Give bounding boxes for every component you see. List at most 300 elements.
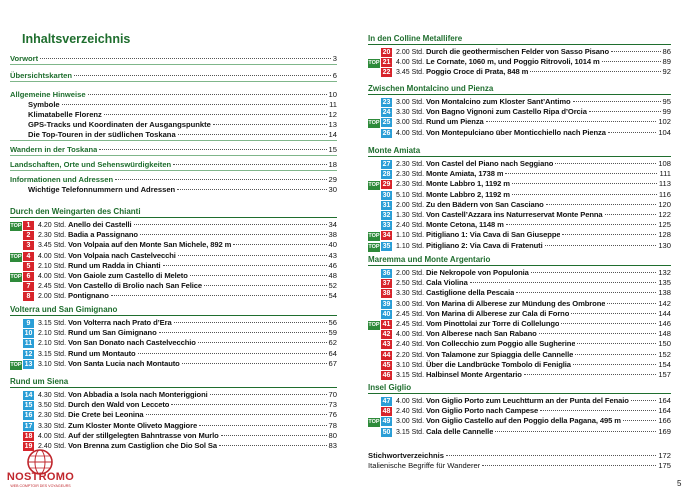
tour-duration: 2.30 Std.	[38, 412, 67, 420]
tour-title: Cala delle Cannelle	[426, 426, 494, 436]
toc-entry[interactable]	[368, 451, 671, 461]
tour-title: Von Giglio Porto zum Leuchtturm an der Punta del Fenaio	[426, 396, 629, 405]
tour-page-number: 86	[662, 47, 671, 56]
tour-entry[interactable]	[368, 309, 671, 319]
tour-title: Monte Cetona, 1148 m	[426, 220, 504, 230]
tour-title: Von Volpaia auf den Monte San Michele, 892 m	[68, 240, 232, 250]
entry-label: Landschaften, Orte und Sehenswürdigkeiten	[10, 160, 172, 169]
tour-entry[interactable]	[368, 220, 671, 230]
entry-page-number: 11	[329, 100, 337, 109]
tour-page-number: 34	[328, 220, 337, 229]
dot-leader	[219, 445, 327, 446]
tour-page-number: 59	[328, 328, 337, 338]
entry-page-number: 29	[328, 175, 337, 184]
tour-title: Vom Pinottolai zur Torre di Collelungo	[426, 319, 560, 328]
tour-number-badge: 41	[382, 321, 391, 328]
section-title: Insel Giglio	[368, 383, 412, 392]
tour-entry[interactable]	[368, 47, 671, 57]
section-title: Durch den Weingarten des Chianti	[10, 207, 141, 216]
section-heading	[368, 145, 671, 156]
tour-entry[interactable]	[10, 251, 337, 261]
tour-entry[interactable]	[10, 421, 337, 431]
entry-page-number: 13	[328, 120, 337, 129]
tour-page-number: 130	[658, 240, 671, 250]
tour-number-badge: 46	[382, 372, 391, 379]
tour-title: Cala Violina	[426, 278, 468, 288]
tour-duration: 2.30 Std.	[396, 181, 425, 189]
tour-duration: 4.00 Std.	[38, 273, 67, 280]
tour-number-badge: 2	[23, 231, 34, 240]
tour-entry[interactable]	[368, 278, 671, 288]
tour-number-badge: 20	[382, 49, 391, 56]
tour-entry[interactable]	[368, 329, 671, 339]
tour-page-number: 122	[658, 210, 671, 219]
entry-label: Symbole	[28, 100, 60, 109]
dot-leader	[177, 189, 326, 190]
dot-leader	[545, 245, 657, 246]
toc-entry[interactable]	[368, 461, 671, 471]
tour-duration: 2.00 Std.	[396, 201, 425, 209]
dot-leader	[134, 224, 327, 225]
tour-number-badge: 33	[382, 222, 391, 230]
tour-entry[interactable]	[10, 281, 337, 291]
tour-entry[interactable]	[10, 240, 337, 250]
tour-title: Auf der stillgelegten Bahntrasse von Murlo	[68, 430, 219, 440]
tour-title: Durch die geothermischen Felder von Sasso Pisano	[426, 47, 609, 56]
tour-page-number: 43	[328, 250, 337, 260]
dot-leader	[539, 333, 657, 334]
entry-page-number: 14	[328, 130, 337, 139]
tour-duration: 2.45 Std.	[396, 321, 425, 328]
tour-title: Rund um San Gimignano	[68, 328, 157, 338]
tour-number-badge: 27	[382, 161, 391, 168]
tour-entry[interactable]	[368, 268, 671, 278]
tour-entry[interactable]	[10, 291, 337, 301]
entry-page-number: 30	[328, 185, 337, 194]
dot-leader	[104, 114, 327, 115]
tour-entry[interactable]	[368, 299, 671, 309]
section-rule	[368, 94, 671, 95]
tour-page-number: 46	[328, 260, 337, 270]
tour-page-number: 40	[328, 240, 337, 250]
dot-leader	[573, 101, 661, 102]
tour-entry[interactable]	[10, 359, 337, 369]
tour-title: Von Collecchio zum Poggio alle Sugherine	[426, 339, 576, 349]
tour-entry[interactable]	[368, 97, 671, 107]
tour-page-number: 73	[328, 400, 337, 410]
tour-page-number: 164	[658, 406, 671, 416]
tour-duration: 3.10 Std.	[396, 361, 425, 369]
tour-number-badge: 15	[24, 402, 33, 410]
tour-duration: 2.10 Std.	[38, 262, 67, 270]
tour-duration: 3.15 Std.	[396, 428, 425, 436]
tour-number-badge: 21	[382, 59, 391, 67]
tour-duration: 2.10 Std.	[38, 340, 67, 348]
tour-page-number: 78	[328, 420, 337, 430]
entry-label: Allgemeine Hinweise	[10, 90, 86, 99]
dot-leader	[40, 58, 331, 59]
tour-number-badge: 47	[382, 398, 391, 405]
top-tour-badge: TOP	[10, 274, 22, 280]
tour-title: Von Giglio Porto nach Campese	[426, 406, 539, 416]
dot-leader	[204, 285, 327, 286]
tour-page-number: 120	[658, 199, 671, 209]
tour-entry[interactable]	[368, 416, 671, 426]
tour-page-number: 146	[658, 319, 671, 328]
tour-entry[interactable]	[10, 390, 337, 400]
tour-entry[interactable]	[368, 396, 671, 406]
tour-duration: 2.00 Std.	[38, 293, 67, 301]
toc-entry[interactable]	[10, 175, 337, 185]
entry-page-number: 172	[658, 451, 671, 460]
logo-tagline: WEB COMPTOIR DES VOYAGEURS	[10, 484, 71, 488]
dot-leader	[623, 420, 656, 421]
tour-page-number: 92	[662, 67, 671, 77]
tour-title: Monte Amiata, 1738 m	[426, 169, 504, 179]
tour-title: Die Crete bei Leonina	[68, 410, 144, 420]
tour-number-badge: 26	[382, 129, 391, 137]
tour-number-badge: 10	[24, 330, 33, 338]
tour-title: Von Brenna zum Castiglion che Dio Sol Sa	[68, 441, 218, 450]
tour-number-badge: 28	[382, 171, 391, 179]
tour-page-number: 169	[658, 426, 671, 436]
toc-subentry[interactable]	[10, 110, 337, 120]
tour-title: Von Castello di Brolio nach San Felice	[68, 281, 203, 291]
entry-label: Stichwortverzeichnis	[368, 451, 444, 460]
tour-duration: 3.45 Std.	[38, 242, 67, 250]
tour-duration: 5.10 Std.	[396, 191, 425, 199]
dot-leader	[524, 374, 656, 375]
tour-page-number: 128	[658, 230, 671, 240]
tour-page-number: 108	[658, 159, 671, 168]
dot-leader	[62, 104, 327, 105]
tour-title: Poggio Croce di Prata, 848 m	[426, 67, 529, 77]
dot-leader	[74, 75, 331, 76]
entry-page-number: 18	[328, 160, 337, 169]
tour-number-badge: 45	[382, 361, 391, 369]
tour-entry[interactable]	[10, 338, 337, 348]
entry-label: Vorwort	[10, 54, 39, 63]
tour-number-badge: 34	[382, 232, 391, 240]
tour-duration: 1.10 Std.	[396, 232, 425, 240]
section-heading	[368, 33, 671, 44]
tour-number-badge: 44	[382, 351, 391, 359]
tour-page-number: 64	[328, 348, 337, 358]
tour-duration: 4.00 Std.	[396, 129, 425, 137]
tour-title: Von Montalcino zum Kloster Sant’Antimo	[426, 97, 571, 106]
tour-number-badge: 1	[23, 221, 34, 230]
toc-subentry[interactable]	[10, 130, 337, 140]
tour-duration: 1.10 Std.	[396, 242, 425, 250]
tour-page-number: 56	[328, 318, 337, 327]
tour-number-badge: 18	[24, 432, 33, 440]
dot-leader	[88, 94, 327, 95]
tour-title: Von Alberese nach San Rabano	[426, 329, 537, 339]
tour-page-number: 67	[328, 358, 337, 368]
dot-leader	[233, 244, 326, 245]
tour-number-badge: 19	[24, 443, 33, 450]
tour-number-badge: 11	[24, 340, 33, 348]
tour-page-number: 135	[658, 278, 671, 288]
dot-leader	[505, 173, 657, 174]
entry-label: Italienische Begriffe für Wanderer	[368, 461, 481, 470]
dot-leader	[146, 414, 327, 415]
dot-leader	[631, 400, 657, 401]
tour-page-number: 157	[658, 370, 671, 379]
tour-duration: 2.40 Std.	[396, 341, 425, 349]
tour-entry[interactable]	[368, 169, 671, 179]
tour-page-number: 89	[662, 57, 671, 67]
tour-number-badge: 6	[23, 272, 34, 281]
section-rule	[10, 387, 337, 388]
tour-title: Pitigliano 2: Via Cava di Fratenuti	[426, 240, 543, 250]
top-tour-badge: TOP	[10, 223, 22, 229]
logo-name: NOSTROMO	[6, 471, 75, 483]
tour-page-number: 104	[658, 127, 671, 137]
tour-number-badge: 17	[24, 422, 33, 430]
entry-label: Übersichtskarten	[10, 71, 73, 80]
tour-entry[interactable]	[368, 241, 671, 251]
dot-leader	[611, 51, 661, 52]
tour-entry[interactable]	[368, 427, 671, 437]
dot-leader	[512, 194, 657, 195]
tour-page-number: 148	[658, 329, 671, 339]
dot-leader	[605, 214, 657, 215]
tour-entry[interactable]	[10, 328, 337, 338]
section-title: Maremma und Monte Argentario	[368, 255, 491, 264]
toc-entry[interactable]	[10, 90, 337, 100]
tour-duration: 3.15 Std.	[38, 320, 67, 327]
dot-leader	[174, 322, 327, 323]
tour-entry[interactable]	[368, 288, 671, 298]
tour-entry[interactable]	[10, 271, 337, 281]
tour-duration: 2.50 Std.	[396, 280, 425, 288]
toc-entry[interactable]	[10, 54, 337, 64]
section-heading	[10, 376, 337, 387]
tour-page-number: 111	[659, 169, 671, 179]
tour-entry[interactable]	[368, 406, 671, 416]
tour-page-number: 80	[328, 430, 337, 440]
top-tour-badge: TOP	[368, 60, 380, 67]
tour-title: Von Giglio Castello auf den Poggio della Pagana, 495 m	[426, 416, 621, 426]
tour-number-badge: 42	[382, 331, 391, 339]
tour-duration: 3.00 Std.	[396, 119, 425, 127]
tour-number-badge: 7	[23, 282, 34, 291]
entry-page-number: 6	[332, 71, 337, 80]
tour-number-badge: 43	[382, 341, 391, 349]
tour-number-badge: 12	[24, 350, 33, 358]
section-rule	[10, 217, 337, 218]
dot-leader	[198, 342, 327, 343]
tour-title: Monte Labbro 1, 1192 m	[426, 179, 510, 189]
dot-leader	[159, 332, 327, 333]
tour-duration: 4.00 Std.	[38, 252, 67, 260]
section-heading	[368, 83, 671, 94]
tour-title: Rund um Montauto	[68, 348, 136, 358]
entry-page-number: 10	[328, 90, 337, 99]
tour-entry[interactable]	[368, 128, 671, 138]
tour-title: Von Bagno Vignoni zum Castello Ripa d’Orcia	[426, 107, 587, 117]
dot-leader	[540, 410, 656, 411]
dot-leader	[163, 265, 327, 266]
tour-page-number: 54	[328, 291, 337, 301]
tour-page-number: 38	[328, 230, 337, 240]
toc-subentry[interactable]	[10, 120, 337, 130]
tour-title: Le Cornate, 1060 m, und Poggio Ritrovoli, 1014 m	[426, 57, 600, 67]
tour-title: Monte Labbro 2, 1192 m	[426, 189, 510, 199]
tour-number-badge: 22	[382, 69, 391, 77]
tour-duration: 2.40 Std.	[396, 408, 425, 416]
tour-number-badge: 9	[23, 319, 34, 328]
entry-label: Wandern in der Toskana	[10, 145, 98, 154]
dot-leader	[178, 134, 327, 135]
tour-entry[interactable]	[368, 179, 671, 189]
dot-leader	[530, 71, 660, 72]
tour-page-number: 152	[658, 349, 671, 359]
section-heading	[368, 382, 671, 393]
front-rule	[10, 155, 337, 156]
section-title: Monte Amiata	[368, 146, 421, 155]
dot-leader	[173, 164, 326, 165]
tour-page-number: 62	[328, 338, 337, 348]
tour-entry[interactable]	[368, 57, 671, 67]
tour-title: Zum Kloster Monte Oliveto Maggiore	[68, 420, 198, 430]
tour-number-badge: 37	[382, 280, 391, 288]
tour-title: Von Volterra nach Prato d’Era	[68, 318, 172, 327]
tour-entry[interactable]	[368, 67, 671, 77]
dot-leader	[182, 363, 327, 364]
tour-entry[interactable]	[10, 349, 337, 359]
tour-number-badge: 24	[382, 109, 391, 117]
toc-entry[interactable]	[10, 160, 337, 170]
dot-leader	[486, 121, 657, 122]
tour-number-badge: 40	[382, 310, 391, 318]
tour-entry[interactable]	[10, 220, 337, 230]
tour-entry[interactable]	[368, 190, 671, 200]
tour-page-number: 150	[658, 339, 671, 349]
tour-page-number: 116	[658, 189, 671, 199]
tour-entry[interactable]	[368, 319, 671, 329]
tour-number-badge: 14	[24, 392, 33, 399]
tour-title: Von Abbadia a Isola nach Monteriggioni	[68, 390, 208, 399]
section-rule	[368, 156, 671, 157]
tour-page-number: 164	[658, 396, 671, 405]
tour-entry[interactable]	[10, 410, 337, 420]
tour-page-number: 125	[658, 220, 671, 230]
tour-entry[interactable]	[368, 339, 671, 349]
tour-title: Anello dei Castelli	[68, 220, 132, 229]
tour-entry[interactable]	[10, 261, 337, 271]
tour-entry[interactable]	[368, 159, 671, 169]
nostromo-logo	[3, 448, 78, 498]
tour-number-badge: 4	[23, 252, 34, 261]
tour-number-badge: 5	[23, 262, 34, 271]
tour-duration: 3.30 Std.	[396, 290, 425, 298]
top-tour-badge: TOP	[368, 233, 380, 240]
dot-leader	[199, 425, 326, 426]
tour-duration: 3.50 Std.	[38, 402, 67, 410]
dot-leader	[575, 354, 656, 355]
section-heading	[368, 254, 671, 265]
tour-title: Durch den Wald von Lecceto	[68, 400, 170, 410]
tour-title: Von Talamone zur Spiaggia delle Cannelle	[426, 349, 574, 359]
tour-page-number: 99	[662, 107, 671, 117]
toc-entry[interactable]	[10, 71, 337, 81]
toc-subentry[interactable]	[10, 185, 337, 195]
section-rule	[368, 44, 671, 45]
tour-title: Von San Donato nach Castelvecchio	[68, 338, 196, 348]
dot-leader	[589, 111, 661, 112]
tour-duration: 4.00 Std.	[396, 59, 425, 67]
dot-leader	[221, 435, 327, 436]
tour-entry[interactable]	[368, 360, 671, 370]
tour-number-badge: 13	[24, 360, 33, 368]
tour-page-number: 102	[658, 117, 671, 127]
section-title: In den Colline Metallifere	[368, 34, 463, 43]
entry-page-number: 3	[332, 54, 337, 63]
dot-leader	[446, 455, 656, 456]
front-rule	[10, 64, 337, 65]
dot-leader	[602, 61, 661, 62]
tour-title: Von Marina di Alberese zur Cala di Forno	[426, 308, 570, 318]
tour-number-badge: 35	[382, 242, 391, 250]
tour-duration: 2.00 Std.	[396, 49, 425, 56]
tour-number-badge: 48	[382, 408, 391, 416]
tour-duration: 4.30 Std.	[38, 392, 67, 399]
toc-subentry[interactable]	[10, 100, 337, 110]
toc-entry[interactable]	[10, 145, 337, 155]
tour-duration: 2.45 Std.	[396, 310, 425, 318]
tour-number-badge: 29	[382, 181, 391, 189]
tour-entry[interactable]	[10, 400, 337, 410]
tour-entry[interactable]	[368, 200, 671, 210]
tour-number-badge: 31	[382, 201, 391, 209]
tour-entry[interactable]	[10, 318, 337, 328]
tour-entry[interactable]	[368, 107, 671, 117]
tour-number-badge: 49	[382, 418, 391, 426]
tour-entry[interactable]	[10, 230, 337, 240]
tour-title: Pitigliano 1: Via Cava di San Giuseppe	[426, 230, 561, 240]
dot-leader	[99, 149, 326, 150]
entry-label: GPS-Tracks und Koordinaten der Ausgangspunkte	[28, 120, 211, 129]
tour-duration: 3.00 Std.	[396, 99, 425, 106]
tour-number-badge: 36	[382, 270, 391, 277]
dot-leader	[573, 364, 656, 365]
dot-leader	[178, 255, 327, 256]
tour-page-number: 142	[658, 298, 671, 308]
tour-duration: 2.00 Std.	[396, 270, 425, 277]
tour-entry[interactable]	[368, 117, 671, 127]
front-rule	[10, 81, 337, 82]
top-tour-badge: TOP	[10, 361, 22, 368]
top-tour-badge: TOP	[368, 419, 380, 426]
tour-entry[interactable]	[368, 230, 671, 240]
tour-duration: 4.00 Std.	[396, 331, 425, 339]
entry-label: Die Top-Touren in der südlichen Toskana	[28, 130, 176, 139]
dot-leader	[111, 295, 327, 296]
tour-duration: 2.30 Std.	[396, 171, 425, 179]
front-rule	[10, 140, 337, 141]
tour-entry[interactable]	[368, 350, 671, 360]
tour-entry[interactable]	[368, 210, 671, 220]
entry-page-number: 12	[328, 110, 337, 119]
tour-entry[interactable]	[368, 370, 671, 380]
tour-page-number: 52	[328, 281, 337, 291]
tour-entry[interactable]	[10, 431, 337, 441]
dot-leader	[608, 132, 656, 133]
tour-title: Badia a Passignano	[68, 230, 138, 240]
tour-page-number: 144	[658, 308, 671, 318]
